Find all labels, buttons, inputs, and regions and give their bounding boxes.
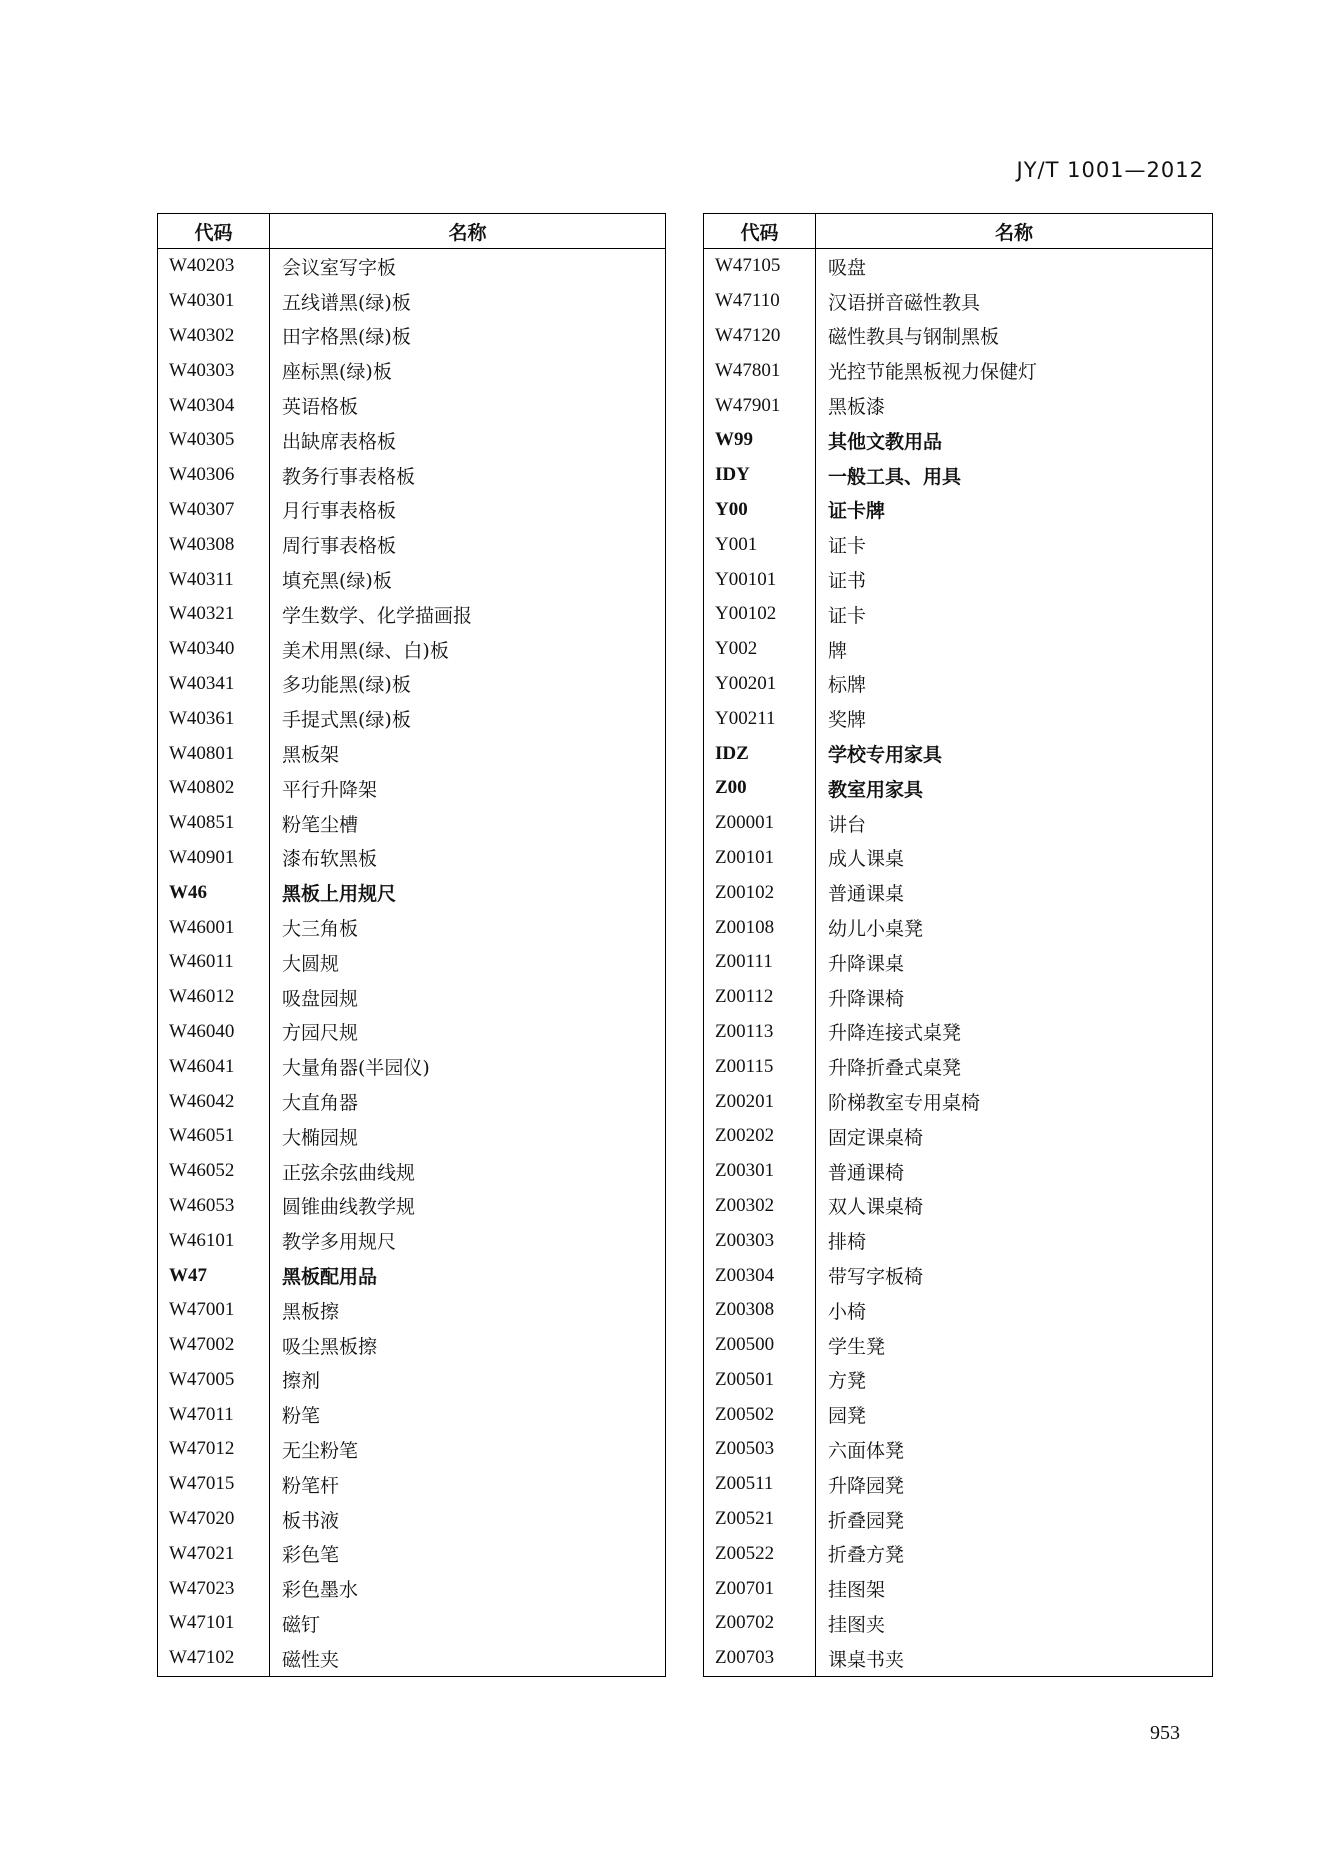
item-code: W47023	[158, 1571, 270, 1606]
item-name: 黑板擦	[282, 1300, 340, 1323]
item-code: Z00703	[704, 1641, 816, 1676]
table-row	[704, 1189, 1213, 1224]
item-name: 学生凳	[828, 1335, 886, 1358]
item-name: 填充黑(绿)板	[282, 570, 392, 593]
item-code: W47110	[704, 284, 816, 319]
table-row	[158, 1015, 666, 1050]
item-name: 牌	[828, 639, 848, 662]
item-code: Z00304	[704, 1258, 816, 1293]
table-row	[704, 1467, 1213, 1502]
item-name: 升降园凳	[828, 1474, 905, 1497]
table-row	[704, 945, 1213, 980]
item-name: 吸尘黑板擦	[282, 1335, 378, 1358]
table-row	[158, 388, 666, 423]
table-row	[158, 597, 666, 632]
table-row	[158, 667, 666, 702]
item-code: W47005	[158, 1363, 270, 1398]
table-row	[158, 945, 666, 980]
item-code: W40308	[158, 527, 270, 562]
item-name: 幼儿小桌凳	[828, 918, 924, 941]
item-name: 一般工具、用具	[828, 465, 962, 488]
table-row	[158, 806, 666, 841]
table-row	[704, 1397, 1213, 1432]
table-row	[158, 1223, 666, 1258]
item-name: 黑板上用规尺	[282, 883, 397, 906]
item-code: IDZ	[704, 736, 816, 771]
item-name: 带写字板椅	[828, 1266, 924, 1288]
item-code: W40306	[158, 458, 270, 493]
table-header-row	[704, 214, 1213, 249]
item-code: W46042	[158, 1084, 270, 1119]
item-name: 升降课椅	[828, 987, 905, 1010]
table-row	[704, 1502, 1213, 1537]
item-code: W40361	[158, 701, 270, 736]
page-number: 953	[1150, 1722, 1180, 1744]
item-name: 英语格板	[282, 396, 359, 419]
item-code: Z00202	[704, 1119, 816, 1154]
item-code: Z00522	[704, 1536, 816, 1571]
item-name: 奖牌	[828, 709, 867, 732]
item-code: W47020	[158, 1502, 270, 1537]
item-name: 教务行事表格板	[282, 465, 416, 488]
item-name: 双人课桌椅	[828, 1196, 924, 1219]
table-row	[704, 632, 1213, 667]
item-code: W46041	[158, 1049, 270, 1084]
item-name: 田字格黑(绿)板	[282, 326, 411, 349]
standard-code: JY/T 1001—2012	[1016, 158, 1204, 182]
table-row	[704, 1049, 1213, 1084]
item-name: 阶梯教室专用桌椅	[828, 1092, 981, 1115]
item-code: W46001	[158, 910, 270, 945]
code-table-right	[703, 213, 1213, 1677]
table-row	[704, 910, 1213, 945]
item-name: 彩色笔	[282, 1544, 340, 1567]
item-code: Z00500	[704, 1328, 816, 1363]
item-name: 周行事表格板	[282, 535, 397, 558]
item-code: W47120	[704, 319, 816, 354]
table-body-right	[704, 249, 1213, 1677]
item-name: 多功能黑(绿)板	[282, 674, 411, 697]
item-code: W47012	[158, 1432, 270, 1467]
item-code: Y001	[704, 527, 816, 562]
item-code: W47015	[158, 1467, 270, 1502]
item-code: W40203	[158, 249, 270, 284]
item-code: Z00115	[704, 1049, 816, 1084]
table-row	[704, 1293, 1213, 1328]
item-name: 标牌	[828, 674, 867, 697]
table-row	[158, 1641, 666, 1676]
item-code: W47105	[704, 249, 816, 284]
table-row	[158, 1119, 666, 1154]
item-name: 吸盘	[828, 256, 867, 279]
item-code: W40341	[158, 667, 270, 702]
item-code: Y00201	[704, 667, 816, 702]
table-row	[158, 875, 666, 910]
table-row	[158, 1363, 666, 1398]
item-code: Z00521	[704, 1502, 816, 1537]
table-row	[704, 1363, 1213, 1398]
item-code: Z00	[704, 771, 816, 806]
item-code: W40304	[158, 388, 270, 423]
table-row	[158, 1258, 666, 1293]
item-name: 证卡牌	[828, 500, 886, 523]
item-name: 光控节能黑板视力保健灯	[828, 361, 1038, 384]
item-name: 黑板架	[282, 744, 340, 767]
item-name: 其他文教用品	[828, 430, 943, 453]
table-header-row	[158, 214, 666, 249]
table-row	[704, 667, 1213, 702]
item-code: Z00303	[704, 1223, 816, 1258]
column-header-code: 代码	[158, 214, 270, 249]
table-row	[704, 1154, 1213, 1189]
item-code: Z00308	[704, 1293, 816, 1328]
item-code: W47002	[158, 1328, 270, 1363]
table-row	[704, 562, 1213, 597]
item-name: 磁性夹	[282, 1648, 340, 1671]
item-code: Z00511	[704, 1467, 816, 1502]
item-code: W47	[158, 1258, 270, 1293]
item-name: 大量角器(半园仪)	[282, 1057, 430, 1080]
table-row	[158, 1467, 666, 1502]
item-name: 擦剂	[282, 1370, 321, 1393]
table-row	[704, 1084, 1213, 1119]
item-code: W47102	[158, 1641, 270, 1676]
table-row	[704, 527, 1213, 562]
table-row	[704, 1432, 1213, 1467]
table-row	[158, 493, 666, 528]
item-name: 月行事表格板	[282, 500, 397, 523]
table-row	[158, 1189, 666, 1224]
item-code: Z00701	[704, 1571, 816, 1606]
table-row	[158, 632, 666, 667]
table-row	[158, 562, 666, 597]
item-name: 升降课桌	[828, 952, 905, 975]
table-row	[704, 1536, 1213, 1571]
item-name: 大三角板	[282, 918, 359, 941]
table-row	[704, 1258, 1213, 1293]
item-name: 磁钉	[282, 1613, 321, 1636]
item-code: W40901	[158, 841, 270, 876]
item-name: 磁性教具与钢制黑板	[828, 326, 1000, 349]
item-name: 黑板漆	[828, 396, 886, 419]
item-code: W46012	[158, 980, 270, 1015]
table-row	[704, 493, 1213, 528]
item-name: 六面体凳	[828, 1439, 905, 1462]
item-code: W40851	[158, 806, 270, 841]
item-code: W40302	[158, 319, 270, 354]
item-name: 学生数学、化学描画报	[282, 604, 473, 627]
item-name: 教学多用规尺	[282, 1231, 397, 1254]
table-row	[158, 1502, 666, 1537]
item-code: Z00112	[704, 980, 816, 1015]
item-name: 粉笔杆	[282, 1474, 340, 1497]
item-name: 升降连接式桌凳	[828, 1022, 962, 1045]
item-code: W40321	[158, 597, 270, 632]
item-name: 彩色墨水	[282, 1579, 359, 1602]
table-row	[158, 736, 666, 771]
item-name: 挂图架	[828, 1579, 886, 1602]
table-row	[158, 284, 666, 319]
column-header-code: 代码	[704, 214, 816, 249]
table-row	[158, 1154, 666, 1189]
item-code: W46051	[158, 1119, 270, 1154]
item-code: Z00301	[704, 1154, 816, 1189]
table-row	[158, 458, 666, 493]
item-name: 成人课桌	[828, 848, 905, 871]
item-code: Z00702	[704, 1606, 816, 1641]
table-row	[158, 353, 666, 388]
table-row	[158, 423, 666, 458]
item-name: 课桌书夹	[828, 1648, 905, 1671]
table-row	[158, 1293, 666, 1328]
item-code: W40307	[158, 493, 270, 528]
item-code: W47101	[158, 1606, 270, 1641]
column-header-name: 名称	[816, 214, 1213, 249]
item-name: 平行升降架	[282, 778, 378, 801]
item-code: Y00	[704, 493, 816, 528]
item-name: 固定课桌椅	[828, 1126, 924, 1149]
table-row	[158, 1328, 666, 1363]
item-name: 小椅	[828, 1300, 867, 1323]
table-body-left	[158, 249, 666, 1677]
item-code: Z00101	[704, 841, 816, 876]
table-row	[704, 1606, 1213, 1641]
item-code: Z00502	[704, 1397, 816, 1432]
item-name: 吸盘园规	[282, 987, 359, 1010]
table-row	[704, 875, 1213, 910]
table-row	[704, 771, 1213, 806]
item-code: Z00113	[704, 1015, 816, 1050]
item-name: 五线谱黑(绿)板	[282, 291, 411, 314]
item-name: 黑板配用品	[282, 1266, 378, 1288]
item-code: W47801	[704, 353, 816, 388]
column-header-name: 名称	[270, 214, 666, 249]
table-row	[158, 527, 666, 562]
item-code: W40801	[158, 736, 270, 771]
item-code: Z00503	[704, 1432, 816, 1467]
table-row	[704, 597, 1213, 632]
item-name: 方园尺规	[282, 1022, 359, 1045]
table-row	[158, 771, 666, 806]
table-row	[704, 980, 1213, 1015]
item-name: 美术用黑(绿、白)板	[282, 639, 449, 662]
table-row	[704, 1223, 1213, 1258]
item-code: W47021	[158, 1536, 270, 1571]
item-code: W46011	[158, 945, 270, 980]
table-row	[704, 1328, 1213, 1363]
item-code: W40305	[158, 423, 270, 458]
table-row	[704, 319, 1213, 354]
item-name: 大椭园规	[282, 1126, 359, 1149]
item-name: 方凳	[828, 1370, 867, 1393]
item-name: 排椅	[828, 1231, 867, 1254]
item-code: IDY	[704, 458, 816, 493]
item-code: W99	[704, 423, 816, 458]
item-name: 粉笔尘槽	[282, 813, 359, 836]
item-code: W46101	[158, 1223, 270, 1258]
table-row	[158, 1571, 666, 1606]
item-name: 证卡	[828, 535, 867, 558]
item-name: 普通课桌	[828, 883, 905, 906]
item-name: 手提式黑(绿)板	[282, 709, 411, 732]
table-row	[704, 736, 1213, 771]
item-code: W47011	[158, 1397, 270, 1432]
table-row	[158, 1397, 666, 1432]
item-name: 讲台	[828, 813, 867, 836]
table-row	[158, 319, 666, 354]
item-code: W40311	[158, 562, 270, 597]
item-name: 升降折叠式桌凳	[828, 1057, 962, 1080]
item-code: W40802	[158, 771, 270, 806]
table-row	[704, 1641, 1213, 1676]
table-row	[158, 701, 666, 736]
item-code: Z00108	[704, 910, 816, 945]
item-name: 大圆规	[282, 952, 340, 975]
table-row	[704, 353, 1213, 388]
table-row	[158, 1606, 666, 1641]
item-code: W47901	[704, 388, 816, 423]
item-name: 会议室写字板	[282, 256, 397, 279]
table-row	[704, 701, 1213, 736]
item-code: W40340	[158, 632, 270, 667]
table-row	[704, 1119, 1213, 1154]
table-row	[158, 1432, 666, 1467]
table-row	[704, 1571, 1213, 1606]
item-code: Z00111	[704, 945, 816, 980]
item-code: W40303	[158, 353, 270, 388]
table-row	[704, 806, 1213, 841]
item-name: 教室用家具	[828, 778, 924, 801]
table-row	[704, 249, 1213, 284]
code-table-left	[157, 213, 666, 1677]
item-name: 折叠方凳	[828, 1544, 905, 1567]
item-code: Z00201	[704, 1084, 816, 1119]
table-row	[158, 910, 666, 945]
item-name: 漆布软黑板	[282, 848, 378, 871]
item-name: 证书	[828, 570, 867, 593]
item-code: Z00102	[704, 875, 816, 910]
item-name: 板书液	[282, 1509, 340, 1532]
item-name: 园凳	[828, 1405, 867, 1428]
table-row	[158, 249, 666, 284]
item-name: 普通课椅	[828, 1161, 905, 1184]
item-name: 学校专用家具	[828, 744, 943, 767]
item-code: Z00302	[704, 1189, 816, 1224]
item-code: W47001	[158, 1293, 270, 1328]
item-name: 正弦余弦曲线规	[282, 1161, 416, 1184]
item-code: Z00501	[704, 1363, 816, 1398]
item-code: W46	[158, 875, 270, 910]
item-name: 证卡	[828, 604, 867, 627]
table-row	[158, 1049, 666, 1084]
table-row	[704, 458, 1213, 493]
item-name: 粉笔	[282, 1405, 321, 1428]
item-name: 圆锥曲线教学规	[282, 1196, 416, 1219]
item-code: W40301	[158, 284, 270, 319]
table-row	[158, 1536, 666, 1571]
item-name: 无尘粉笔	[282, 1439, 359, 1462]
item-code: Z00001	[704, 806, 816, 841]
table-row	[704, 1015, 1213, 1050]
item-name: 折叠园凳	[828, 1509, 905, 1532]
table-row	[704, 841, 1213, 876]
table-row	[158, 1084, 666, 1119]
item-name: 挂图夹	[828, 1613, 886, 1636]
table-row	[158, 841, 666, 876]
item-name: 座标黑(绿)板	[282, 361, 392, 384]
item-code: Y00101	[704, 562, 816, 597]
item-code: Y002	[704, 632, 816, 667]
item-code: Y00211	[704, 701, 816, 736]
table-row	[704, 388, 1213, 423]
item-code: Y00102	[704, 597, 816, 632]
item-code: W46040	[158, 1015, 270, 1050]
item-name: 出缺席表格板	[282, 430, 397, 453]
table-row	[704, 284, 1213, 319]
item-code: W46053	[158, 1189, 270, 1224]
item-name: 大直角器	[282, 1092, 359, 1115]
table-row	[158, 980, 666, 1015]
item-name: 汉语拼音磁性教具	[828, 291, 981, 314]
table-row	[704, 423, 1213, 458]
item-code: W46052	[158, 1154, 270, 1189]
